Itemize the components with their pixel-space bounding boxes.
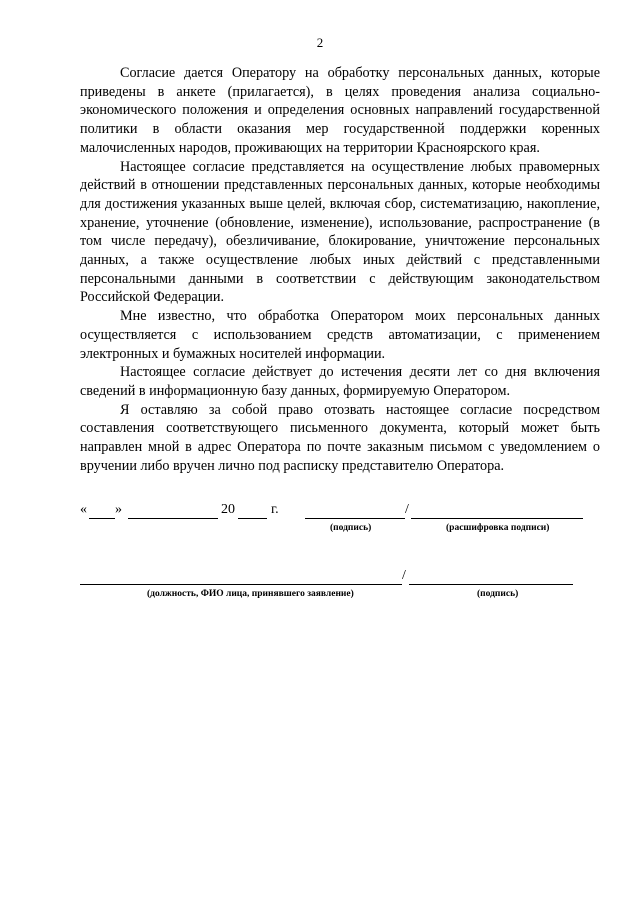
signature-label: (подпись) [330,523,372,533]
signature-field[interactable] [305,518,405,519]
paragraph-purpose: Согласие дается Оператору на обработку персональных данных, которые приведены в анкете (прилагается), в целях проведения анализа социально-экономического положения и определения основных направлений государственной политики в области оказания мер государственной поддержки коренных малочисленных народов, проживающих на территории Красноярского края. [80,65,600,156]
day-field[interactable] [89,518,115,519]
page-number: 2 [316,35,324,50]
transcript-label: (расшифровка подписи) [446,523,550,533]
acceptor-signature-label: (подпись) [477,589,519,599]
acceptor-position-label: (должность, ФИО лица, принявшего заявление) [147,589,354,599]
paragraph-validity: Настоящее согласие действует до истечения десяти лет со дня включения сведений в информационную базу данных, формируемую Оператором. [80,364,600,399]
acceptor-separator: / [402,568,406,583]
year-field[interactable] [238,518,267,519]
acceptor-signature-field[interactable] [409,584,573,585]
paragraph-revocation: Я оставляю за собой право отозвать настоящее согласие посредством составления соответствующего письменного документа, который может быть направлен мной в адрес Оператора по почте заказным письмом с уведомлением о вручении либо вручен лично под расписку представителю Оператора. [80,401,600,474]
quote-open: « [80,502,87,517]
century-text: 20 [221,502,235,517]
acceptor-position-field[interactable] [80,584,402,585]
consent-text [80,64,600,475]
paragraph-actions: Настоящее согласие представляется на осуществление любых правомерных действий в отношении представленных персональных данных, которые необходимы для достижения указанных выше целей, включая сбор, систематизацию, накопление, хранение, уточнение (обновление, изменение), использование, распространение (в том числе передачу), обезличивание, блокирование, уничтожение персональных данных, а также осуществление любых иных действий с представленными персональными данными в соответствии с действующим законодательством Российской Федерации. [80,158,600,306]
paragraph-processing: Мне известно, что обработка Оператором моих персональных данных осуществляется с использованием средств автоматизации, с применением электронных и бумажных носителей информации. [80,308,600,362]
transcript-field[interactable] [411,518,583,519]
quote-close: » [115,502,122,517]
month-field[interactable] [128,518,218,519]
year-suffix: г. [271,502,279,517]
signature-separator: / [405,502,409,517]
